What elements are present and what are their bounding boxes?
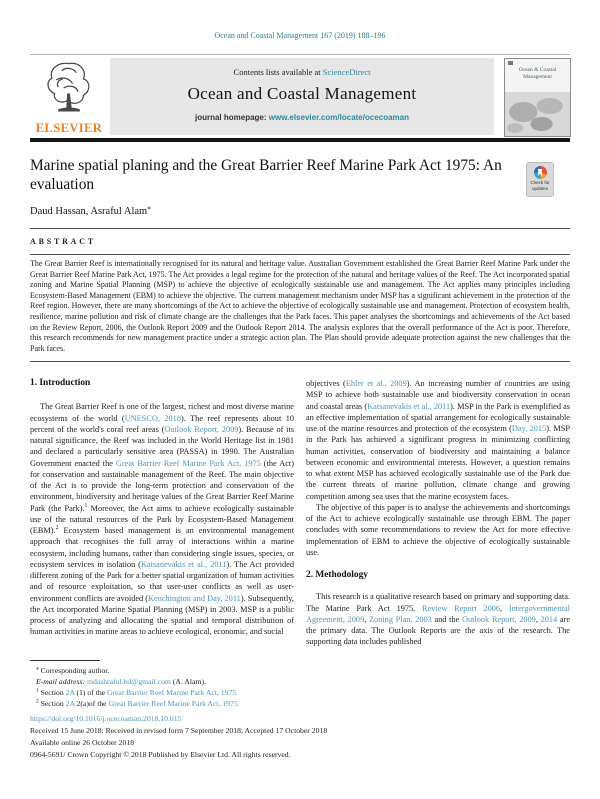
- right-column: [306, 378, 570, 652]
- text-run: ). MSP in the Park has achieved a significant progress in minimizing conflicting human activities, conservation of biodiversity and maintaining a balance between economic and environmental interests. However, a question remains to what extent MSP has achieved ecologically sustainable use of the Park due the current threats of marine pollution, climate change and growing competition among sea uses that the marine ecosystem faces.: [306, 424, 570, 501]
- elsevier-logo[interactable]: [33, 60, 105, 135]
- corresponding-author-mark[interactable]: ⁎: [147, 202, 151, 212]
- divider: [30, 361, 570, 362]
- text-run: (1) of the: [74, 688, 108, 697]
- crossmark-icon: [534, 166, 547, 179]
- citation-link[interactable]: Kenchington and Day, 2011: [148, 593, 241, 603]
- text-run: Corresponding author.: [38, 666, 110, 675]
- text-run: 2: [36, 698, 39, 705]
- text-run: ). An increasing number of countries are using MSP to achieve both sustainable use and biodiversity conservation in ocean and coastal areas (: [306, 379, 570, 411]
- footnote-2: [30, 698, 298, 709]
- text-run: ). The Act provided different zoning of the Park for a better spatial organization of human activities and of resource exploitation, so that user-user conflicts as well as user-environment conflicts are avoided (: [30, 559, 294, 603]
- text-run: 1: [36, 687, 39, 694]
- citation-link[interactable]: mdashraful.bd@gmail.com: [86, 677, 171, 686]
- journal-title: Ocean and Coastal Management: [187, 84, 417, 103]
- citation-link[interactable]: Intergovernmental Agreement, 2009: [306, 603, 570, 624]
- masthead-bottom-rule: [30, 138, 570, 142]
- citation-link[interactable]: Outlook Report, 2009: [164, 424, 239, 434]
- text-run: and the: [431, 614, 462, 624]
- section-heading-methodology: 2. Methodology: [306, 570, 368, 580]
- doi-link[interactable]: https://doi.org/10.1016/j.ocecoaman.2018.10.015: [30, 714, 182, 723]
- issn-copyright: 0964-5691/ Crown Copyright © 2018 Published by Elsevier Ltd. All rights reserved.: [30, 750, 291, 759]
- abstract-text: The Great Barrier Reef is internationally recognised for its natural and heritage value. Australian Government established the Great Barrier Reef Marine Park under the Great Barrier Reef Marine Park Act, 1975. The Act provides a legal regime for the protection of the natural and heritage values of the Reef. The Act incorporated spatial zoning and Marine Spatial Planning (MSP) to achieve the objective of ecologically sustainable use and management. The Act applies many principles including Ecosystem-Based Management (EBM) to achieve the objective. The current management mechanism under MSP has a significant achievement in the protection of the Reef region. However, there are many shortcomings of the Act to achieve the objective of ecologically sustainable use and management. Protection of ecosystem health, resilience, marine pollution and risk of climate change are the challenges that the Park faces. This paper analyses the shortcomings and achievements of the Act based on the Review Report, 2006, the Outlook Report 2009 and the Outlook Report 2014. The analysis explores that the overall performance of the Act is poor. Therefore, this research recommends for new management practice under a strategic action plan. The Plan should provide adequate protection against the new challenges that the Park faces.: [30, 259, 570, 353]
- text-run: Ecosystem based management is an environmental management approach that recognises the full array of interactions within a marine ecosystem, including humans, rather than considering single issues, species, or ecosystem services in isolation (: [30, 526, 294, 569]
- section-heading-introduction: 1. Introduction: [30, 378, 91, 388]
- homepage-label: journal homepage:: [194, 113, 269, 122]
- homepage-line: [110, 113, 494, 122]
- citation-link[interactable]: Outlook Report, 2009: [461, 614, 536, 624]
- text-run: This research is a qualitative research based on primary and supporting data. The Marine Park Act 1975,: [306, 592, 570, 613]
- text-run: are the primary data. The Outlook Reports are the axis of the research. The supporting data includes published: [306, 614, 570, 647]
- citation-link[interactable]: Great Barrier Reef Marine Park Act, 1975: [115, 458, 261, 468]
- paragraph: [306, 502, 570, 558]
- journal-masthead: [110, 58, 494, 135]
- contents-line: [110, 67, 494, 77]
- citation-link[interactable]: Katsanevakis et al., 2011: [140, 559, 227, 569]
- divider: [30, 254, 570, 255]
- paragraph: [30, 401, 294, 637]
- divider: [30, 228, 570, 229]
- abstract-heading: ABSTRACT: [30, 237, 96, 246]
- imprint-block: [30, 713, 570, 761]
- author-names: Daud Hassan, Asraful Alam: [30, 206, 148, 217]
- article-title: Marine spatial planing and the Great Barrier Reef Marine Park Act 1975: An evaluation: [30, 157, 502, 193]
- left-column: [30, 378, 294, 652]
- text-run: ). MSP in the Park is exemplified as an effective implementation of spatial arrangement for ecologically sustainable use of the marine resources and protection of the ecosystem (: [306, 401, 570, 433]
- text-run: (A. Alam).: [170, 677, 206, 686]
- text-run: ,: [500, 603, 509, 613]
- crossmark-flag-icon: [538, 169, 542, 176]
- text-run: Moreover, the Act aims to achieve ecologically sustainable use of the natural resources of the Park by Ecosystem-Based Management (EBM).: [30, 503, 294, 535]
- cover-title: Ocean & Coastal Management: [518, 67, 557, 80]
- text-run: ,: [364, 614, 369, 624]
- available-online: Available online 26 October 2018: [30, 738, 135, 747]
- citation-link[interactable]: 2A: [65, 699, 75, 708]
- journal-homepage-link[interactable]: www.elsevier.com/locate/ocecoaman: [268, 113, 409, 122]
- paragraph: [306, 378, 570, 502]
- text-run: ⁎: [36, 665, 39, 672]
- citation-link[interactable]: Day, 2015: [511, 424, 547, 433]
- received-dates: Received 15 June 2018; Received in revised form 7 September 2018; Accepted 17 October 2018: [30, 726, 328, 735]
- footnote-email: [30, 676, 298, 687]
- cover-volume-mark: [508, 61, 513, 65]
- text-run: E-mail address:: [36, 677, 86, 686]
- citation-link[interactable]: Review Report 2006: [422, 603, 501, 613]
- body-columns: [30, 378, 570, 652]
- contents-prefix: Contents lists available at: [233, 67, 323, 77]
- footnotes: [30, 665, 298, 709]
- text-run: objectives (: [306, 379, 346, 388]
- text-run: 2(a)of the: [74, 699, 109, 708]
- footnote-separator: [30, 660, 100, 661]
- text-run: 1: [84, 502, 88, 509]
- citation-link[interactable]: 2A: [65, 688, 75, 697]
- sciencedirect-link[interactable]: ScienceDirect: [322, 67, 371, 77]
- citation-link[interactable]: UNESCO, 2018: [124, 413, 181, 423]
- citation-link[interactable]: Katsanevakis et al., 2011: [367, 401, 451, 411]
- citation-link[interactable]: Great Barrier Reef Marine Park Act, 1975: [108, 699, 238, 708]
- text-run: ,: [535, 614, 541, 624]
- text-run: The objective of this paper is to analyse the achievements and shortcomings of the Act to achieve ecologically sustainable use through EBM. The paper concludes with some recommendations to review the Act for more effective implementation of EBM to achieve the objective of ecologically sustainable use.: [306, 502, 570, 557]
- running-head-citation: Ocean and Coastal Management 167 (2019) 188–196: [214, 31, 386, 40]
- crossmark-label: Check for updates: [530, 180, 550, 191]
- citation-link[interactable]: Zoning Plan, 2003: [369, 614, 432, 624]
- crossmark-badge[interactable]: [526, 162, 554, 197]
- footnote-1: [30, 687, 298, 698]
- elsevier-tree-icon: [40, 103, 98, 120]
- footnote-corresponding-author: [30, 665, 298, 676]
- paragraph: [306, 591, 570, 647]
- citation-link[interactable]: Great Barrier Reef Marine Park Act, 1975: [107, 688, 237, 697]
- text-run: ). Subsequently, the Act incorporated Marine Spatial Planning (MSP) in 2003. MSP is a public process of analyzing and allocating the spatial and temporal distribution of human activities in marine areas to achieve ecological, economic, and social: [30, 593, 294, 637]
- author-line: [30, 202, 151, 217]
- text-run: The Great Barrier Reef is one of the largest, richest and most diverse marine ecosystems of the world (: [30, 402, 294, 423]
- divider: [30, 54, 570, 55]
- citation-link[interactable]: Ehler et al., 2009: [345, 379, 407, 388]
- text-run: ). Because of its natural significance, the Reef was included in the World Heritage list in 1981 and declared a particularly sensitive area (PASSA) in 1990. The Australian Government enacted the: [30, 424, 294, 468]
- text-run: 2: [55, 525, 59, 532]
- text-run: (the Act) for conservation and sustainable management of the Reef. The main objective of the Act is to provide the long-term protection and conservation of the environment, biodiversity and heritage values of the Great Barrier Reef Marine Park (the Park).: [30, 458, 294, 513]
- text-run: Section: [38, 688, 66, 697]
- text-run: ). The reef represents about 10 percent of the world's coral reef areas (: [30, 413, 294, 434]
- citation-link[interactable]: 2014: [540, 614, 558, 624]
- elsevier-wordmark: ELSEVIER: [35, 121, 103, 135]
- journal-cover-thumbnail[interactable]: [504, 58, 571, 137]
- text-run: Section: [38, 699, 66, 708]
